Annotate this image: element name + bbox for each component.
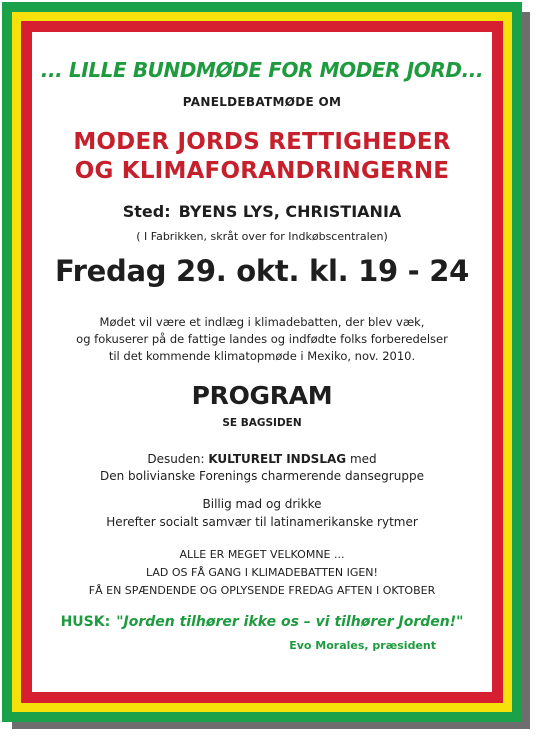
description-line: og fokuserer på de fattige landes og indfødte folks forberedelser [76, 332, 448, 346]
poster-sheet [32, 32, 492, 692]
social-line: Herefter socialt samvær til latinamerikanske rytmer [106, 515, 418, 529]
culture-detail: Den bolivianske Forenings charmerende dansegruppe [100, 469, 424, 483]
poster-heading: ... LILLE BUNDMØDE FOR MODER JORD... [40, 58, 484, 82]
venue-name: BYENS LYS, CHRISTIANIA [178, 202, 402, 221]
welcome-line: ALLE ER MEGET VELKOMNE ... [179, 548, 345, 561]
culture-title: KULTURELT INDSLAG [208, 452, 347, 466]
quote-text: "Jorden tilhører ikke os – vi tilhører Jorden!" [116, 614, 464, 630]
poster-border-red [21, 21, 503, 703]
food-line: Billig mad og drikke [202, 497, 322, 511]
welcome-line: LAD OS FÅ GANG I KLIMADEBATTEN IGEN! [146, 566, 378, 579]
program-heading: PROGRAM [191, 381, 333, 410]
program-note: SE BAGSIDEN [222, 417, 302, 429]
venue-label: Sted: [122, 202, 171, 221]
culture-suffix: med [349, 452, 377, 466]
welcome-line: FÅ EN SPÆNDENDE OG OPLYSENDE FREDAG AFTEN I OKTOBER [88, 584, 436, 597]
poster-border-yellow [12, 12, 512, 712]
description-line: Mødet vil være et indlæg i klimadebatten, der blev væk, [99, 315, 425, 329]
venue-line [32, 202, 492, 221]
poster-border-green [2, 2, 522, 722]
quote-author: Evo Morales, præsident [289, 639, 436, 652]
culture-prefix: Desuden: [147, 452, 205, 466]
quote-label: HUSK: [60, 614, 111, 630]
event-date: Fredag 29. okt. kl. 19 - 24 [55, 254, 469, 288]
culture-line [32, 452, 492, 466]
poster-title-line-2: OG KLIMAFORANDRINGERNE [74, 158, 450, 184]
description-line: til det kommende klimatopmøde i Mexiko, nov. 2010. [108, 349, 416, 363]
poster-title-line-1: MODER JORDS RETTIGHEDER [73, 129, 451, 155]
poster-subheading: PANELDEBATMØDE OM [182, 95, 342, 109]
venue-note: ( I Fabrikken, skråt over for Indkøbscentralen) [136, 230, 388, 243]
quote-line [32, 614, 492, 630]
